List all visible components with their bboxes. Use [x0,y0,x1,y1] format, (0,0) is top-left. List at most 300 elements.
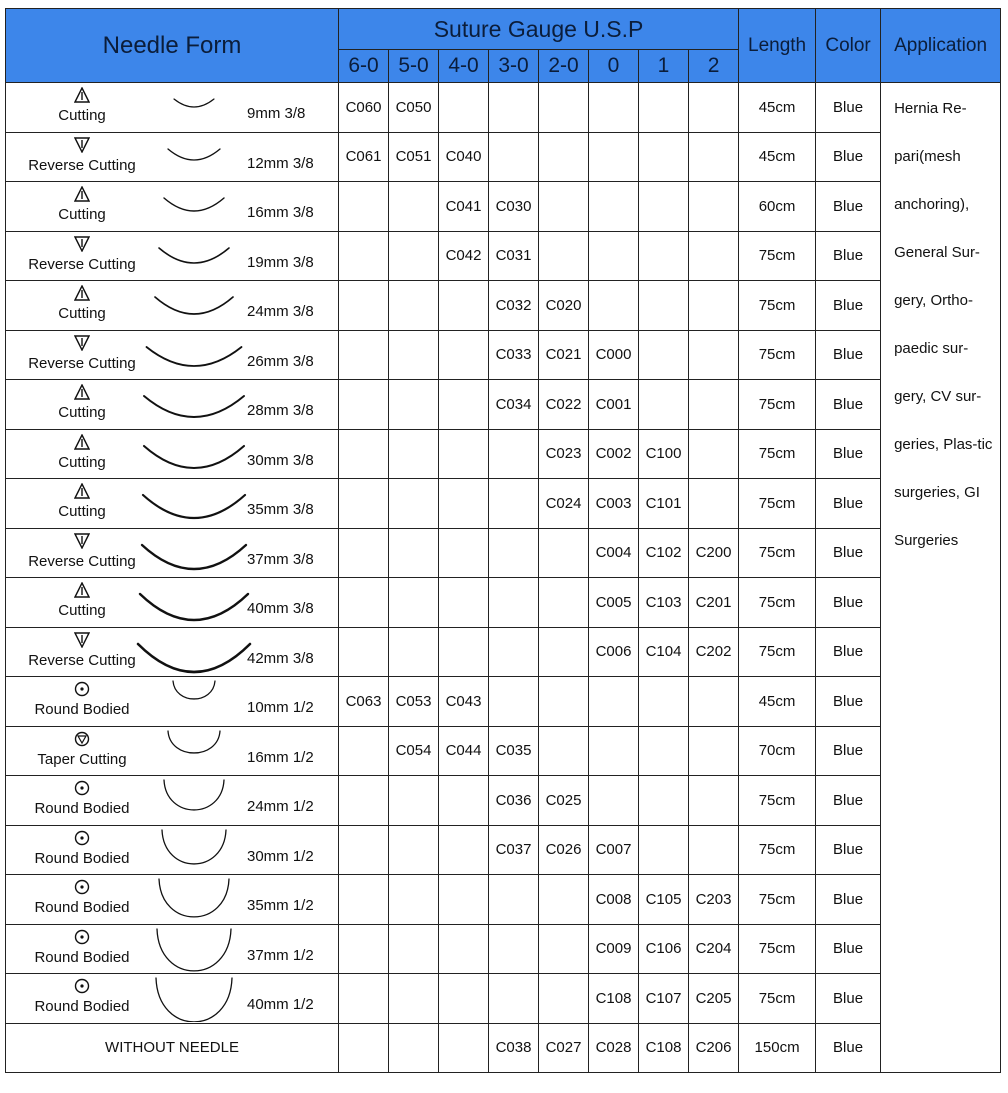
product-code-cell: C203 [689,875,739,925]
product-code-cell [389,776,439,826]
needle-type-label: Cutting [58,503,106,520]
color-cell: Blue [816,83,881,133]
product-code-cell: C033 [489,330,539,380]
product-code-cell [389,479,439,529]
reverse-cutting-point-icon [74,236,90,252]
needle-form-cell [6,627,339,677]
needle-type-label: Round Bodied [34,948,130,966]
length-cell: 70cm [739,726,816,776]
table-row [6,528,1001,578]
color-cell: Blue [816,974,881,1024]
product-code-cell [639,726,689,776]
product-code-cell [689,182,739,232]
product-code-cell: C027 [539,1023,589,1073]
needle-size: 19mm 3/8 [247,253,314,271]
needle-form-cell [6,83,339,133]
product-code-cell [589,83,639,133]
length-cell: 45cm [739,83,816,133]
needle-form-cell [6,182,339,232]
product-code-cell [339,776,389,826]
product-code-cell: C100 [639,429,689,479]
cutting-point-icon [74,87,90,103]
needle-type-label: Reverse Cutting [28,354,136,372]
product-code-cell [489,924,539,974]
product-code-cell: C051 [389,132,439,182]
gauge-header-5-0: 5-0 [389,50,439,83]
table-row [6,132,1001,182]
product-code-cell [539,182,589,232]
length-cell: 45cm [739,677,816,727]
needle-curve-icon [134,925,254,973]
cutting-point-icon [74,384,90,400]
product-code-cell [389,231,439,281]
product-code-cell: C000 [589,330,639,380]
needle-size: 30mm 3/8 [247,451,314,469]
product-code-cell [539,924,589,974]
product-code-cell [689,83,739,133]
product-code-cell [539,875,589,925]
length-cell: 45cm [739,132,816,182]
color-cell: Blue [816,1023,881,1073]
round-bodied-point-icon [74,929,90,945]
needle-type-label: Reverse Cutting [28,156,136,174]
product-code-cell: C028 [589,1023,639,1073]
product-code-cell [389,429,439,479]
table-row [6,924,1001,974]
needle-form-cell [6,281,339,331]
needle-curve-icon [134,232,254,280]
product-code-cell [489,627,539,677]
needle-type-label: Cutting [58,453,106,471]
product-code-cell: C103 [639,578,689,628]
product-code-cell [539,132,589,182]
product-code-cell: C060 [339,83,389,133]
gauge-header-2-0: 2-0 [539,50,589,83]
needle-size: 35mm 3/8 [247,501,314,518]
product-code-cell [489,132,539,182]
product-code-cell [389,578,439,628]
length-cell: 75cm [739,429,816,479]
product-code-cell [389,825,439,875]
product-code-cell [439,924,489,974]
product-code-cell [439,281,489,331]
product-code-cell [539,627,589,677]
needle-curve-icon [134,83,254,131]
product-code-cell [439,875,489,925]
needle-size: 24mm 3/8 [247,303,314,320]
color-cell: Blue [816,726,881,776]
product-code-cell [339,924,389,974]
needle-curve-icon [134,578,254,626]
color-cell: Blue [816,776,881,826]
needle-form-cell [6,479,339,529]
needle-size: 24mm 1/2 [247,798,314,815]
cutting-point-icon [74,582,90,598]
needle-type-label: Reverse Cutting [28,552,136,570]
product-code-cell [539,677,589,727]
needle-curve-icon [134,826,254,874]
product-code-cell: C031 [489,231,539,281]
table-row [6,875,1001,925]
needle-curve-icon [134,479,254,527]
product-code-cell [389,875,439,925]
needle-curve-icon [134,875,254,923]
product-code-cell: C054 [389,726,439,776]
product-code-cell: C003 [589,479,639,529]
product-code-cell [689,776,739,826]
length-cell: 75cm [739,330,816,380]
table-row [6,479,1001,529]
color-cell: Blue [816,429,881,479]
needle-size: 37mm 1/2 [247,946,314,964]
table-row [6,380,1001,430]
product-code-cell: C005 [589,578,639,628]
needle-size: 16mm 1/2 [247,748,314,766]
product-code-cell [689,726,739,776]
product-code-cell [339,825,389,875]
product-code-cell [639,132,689,182]
product-code-cell: C043 [439,677,489,727]
product-code-cell [389,924,439,974]
product-code-cell [689,825,739,875]
needle-form-cell [6,380,339,430]
product-code-cell [339,182,389,232]
product-code-cell [589,726,639,776]
needle-type-label: Cutting [58,206,106,223]
product-code-cell [639,677,689,727]
needle-curve-icon [134,677,254,725]
product-code-cell [339,875,389,925]
table-row [6,627,1001,677]
color-cell: Blue [816,578,881,628]
product-code-cell [689,479,739,529]
product-code-cell [689,231,739,281]
product-code-cell [339,974,389,1024]
needle-curve-icon [134,529,254,577]
product-code-cell: C037 [489,825,539,875]
product-code-cell: C101 [639,479,689,529]
needle-size: 28mm 3/8 [247,402,314,419]
product-code-cell: C050 [389,83,439,133]
product-code-cell [439,429,489,479]
product-code-cell: C006 [589,627,639,677]
product-code-cell: C108 [639,1023,689,1073]
length-cell: 75cm [739,231,816,281]
product-code-cell [639,182,689,232]
length-cell: 75cm [739,380,816,430]
needle-type-label: Reverse Cutting [28,255,136,273]
product-code-cell: C061 [339,132,389,182]
reverse-cutting-point-icon [74,137,90,153]
needle-size: 10mm 1/2 [247,699,314,716]
product-code-cell [639,281,689,331]
needle-form-cell [6,330,339,380]
product-code-cell: C042 [439,231,489,281]
length-cell: 75cm [739,578,816,628]
product-code-cell [489,479,539,529]
product-code-cell [589,776,639,826]
needle-type-label: Cutting [58,404,106,421]
product-code-cell [389,1023,439,1073]
product-code-cell [439,1023,489,1073]
product-code-cell [539,231,589,281]
color-cell: Blue [816,231,881,281]
color-cell: Blue [816,281,881,331]
product-code-cell [339,281,389,331]
product-code-cell: C201 [689,578,739,628]
product-code-cell: C035 [489,726,539,776]
needle-form-cell [6,578,339,628]
product-code-cell [439,330,489,380]
length-cell: 75cm [739,776,816,826]
cutting-point-icon [74,483,90,499]
product-code-cell [689,330,739,380]
product-code-cell [339,578,389,628]
needle-type-label: Cutting [58,602,106,619]
product-code-cell [539,528,589,578]
length-cell: 75cm [739,974,816,1024]
cutting-point-icon [74,285,90,301]
product-code-cell: C040 [439,132,489,182]
product-code-cell: C041 [439,182,489,232]
product-code-cell: C001 [589,380,639,430]
length-cell: 75cm [739,627,816,677]
gauge-header-0: 0 [589,50,639,83]
product-code-cell: C020 [539,281,589,331]
product-code-cell [389,528,439,578]
color-header: Color [816,9,881,83]
needle-size: 26mm 3/8 [247,352,314,370]
product-code-cell: C204 [689,924,739,974]
application-text: Hernia Re-pari(mesh anchoring), General Sur-gery, Ortho-paedic sur-gery, CV sur-geries, Plas-tic surgeries, GI Surgeries [894,100,993,549]
product-code-cell [489,429,539,479]
product-code-cell: C107 [639,974,689,1024]
color-cell: Blue [816,528,881,578]
product-code-cell [539,578,589,628]
product-code-cell: C044 [439,726,489,776]
product-code-cell [389,330,439,380]
color-cell: Blue [816,875,881,925]
product-code-cell: C038 [489,1023,539,1073]
gauge-header-4-0: 4-0 [439,50,489,83]
product-code-cell: C024 [539,479,589,529]
needle-form-cell [6,974,339,1024]
needle-form-cell [6,875,339,925]
needle-form-cell [6,726,339,776]
product-code-cell [339,627,389,677]
needle-curve-icon [134,776,254,824]
product-code-cell [439,380,489,430]
needle-type-label: Cutting [58,107,106,124]
product-code-cell [589,231,639,281]
table-row [6,182,1001,232]
reverse-cutting-point-icon [74,632,90,648]
table-row [6,726,1001,776]
table-body [6,83,1001,1073]
product-code-cell [339,231,389,281]
table-row [6,677,1001,727]
product-code-cell [439,83,489,133]
needle-curve-icon [134,331,254,379]
product-code-cell: C025 [539,776,589,826]
product-code-cell: C002 [589,429,639,479]
product-code-cell [339,528,389,578]
product-code-cell [589,281,639,331]
needle-curve-icon [134,727,254,775]
product-code-cell: C108 [589,974,639,1024]
gauge-header-1: 1 [639,50,689,83]
product-code-cell: C202 [689,627,739,677]
product-code-cell [389,974,439,1024]
without-needle-row [6,1023,1001,1073]
length-cell: 75cm [739,875,816,925]
color-cell: Blue [816,380,881,430]
length-cell: 75cm [739,924,816,974]
table-row [6,578,1001,628]
gauge-header-3-0: 3-0 [489,50,539,83]
needle-form-cell [6,776,339,826]
needle-curve-icon [134,281,254,329]
needle-size: 40mm 1/2 [247,996,314,1013]
product-code-cell [689,429,739,479]
product-code-cell: C063 [339,677,389,727]
length-header: Length [739,9,816,83]
product-code-cell: C004 [589,528,639,578]
product-code-cell: C034 [489,380,539,430]
product-code-cell [539,974,589,1024]
round-bodied-point-icon [74,830,90,846]
reverse-cutting-point-icon [74,533,90,549]
without-needle-label: WITHOUT NEEDLE [6,1023,339,1073]
product-code-cell: C102 [639,528,689,578]
product-code-cell [489,83,539,133]
needle-size: 35mm 1/2 [247,897,314,914]
needle-form-cell [6,132,339,182]
table-row [6,231,1001,281]
suture-gauge-header: Suture Gauge U.S.P [339,9,739,50]
product-code-cell: C032 [489,281,539,331]
needle-curve-icon [134,974,254,1022]
needle-type-label: Round Bodied [34,998,130,1015]
product-code-cell [339,330,389,380]
product-code-cell: C021 [539,330,589,380]
product-code-cell: C205 [689,974,739,1024]
product-code-cell [689,380,739,430]
round-bodied-point-icon [74,879,90,895]
product-code-cell: C206 [689,1023,739,1073]
round-bodied-point-icon [74,978,90,994]
product-code-cell [339,380,389,430]
product-code-cell [689,281,739,331]
product-code-cell [689,677,739,727]
product-code-cell [439,578,489,628]
table-row [6,974,1001,1024]
product-code-cell [589,182,639,232]
color-cell: Blue [816,825,881,875]
product-code-cell [489,677,539,727]
product-code-cell: C009 [589,924,639,974]
length-cell: 75cm [739,479,816,529]
needle-curve-icon [134,182,254,230]
needle-size: 9mm 3/8 [247,105,306,122]
suture-spec-table [5,8,1001,1073]
needle-type-label: Round Bodied [34,701,130,718]
needle-type-label: Round Bodied [34,800,130,817]
product-code-cell [389,380,439,430]
product-code-cell [639,825,689,875]
length-cell: 60cm [739,182,816,232]
needle-size: 42mm 3/8 [247,649,314,667]
needle-curve-icon [134,133,254,181]
product-code-cell [339,726,389,776]
product-code-cell [639,330,689,380]
needle-size: 16mm 3/8 [247,204,314,221]
product-code-cell [339,429,389,479]
product-code-cell [689,132,739,182]
color-cell: Blue [816,479,881,529]
table-row [6,825,1001,875]
color-cell: Blue [816,677,881,727]
product-code-cell: C200 [689,528,739,578]
needle-type-label: Round Bodied [34,849,130,867]
length-cell: 75cm [739,825,816,875]
product-code-cell: C026 [539,825,589,875]
product-code-cell: C030 [489,182,539,232]
needle-form-cell [6,231,339,281]
product-code-cell [489,528,539,578]
needle-form-cell [6,528,339,578]
product-code-cell [639,776,689,826]
needle-size: 12mm 3/8 [247,154,314,172]
taper-cutting-point-icon [74,731,90,747]
needle-form-cell [6,677,339,727]
needle-curve-icon [134,380,254,428]
product-code-cell [589,677,639,727]
color-cell: Blue [816,132,881,182]
product-code-cell [339,1023,389,1073]
application-cell [881,83,1001,1073]
needle-size: 37mm 3/8 [247,550,314,568]
table-row [6,429,1001,479]
product-code-cell [439,627,489,677]
product-code-cell [439,776,489,826]
product-code-cell [489,974,539,1024]
product-code-cell: C022 [539,380,589,430]
product-code-cell: C106 [639,924,689,974]
needle-size: 40mm 3/8 [247,600,314,617]
product-code-cell: C104 [639,627,689,677]
needle-curve-icon [134,430,254,478]
color-cell: Blue [816,924,881,974]
cutting-point-icon [74,434,90,450]
product-code-cell: C105 [639,875,689,925]
product-code-cell [589,132,639,182]
reverse-cutting-point-icon [74,335,90,351]
product-code-cell [639,231,689,281]
table-row [6,83,1001,133]
needle-type-label: Taper Cutting [37,750,127,768]
color-cell: Blue [816,627,881,677]
color-cell: Blue [816,330,881,380]
gauge-header-6-0: 6-0 [339,50,389,83]
product-code-cell: C053 [389,677,439,727]
product-code-cell: C007 [589,825,639,875]
needle-type-label: Round Bodied [34,899,130,916]
product-code-cell [439,974,489,1024]
product-code-cell [489,578,539,628]
product-code-cell [539,83,589,133]
color-cell: Blue [816,182,881,232]
